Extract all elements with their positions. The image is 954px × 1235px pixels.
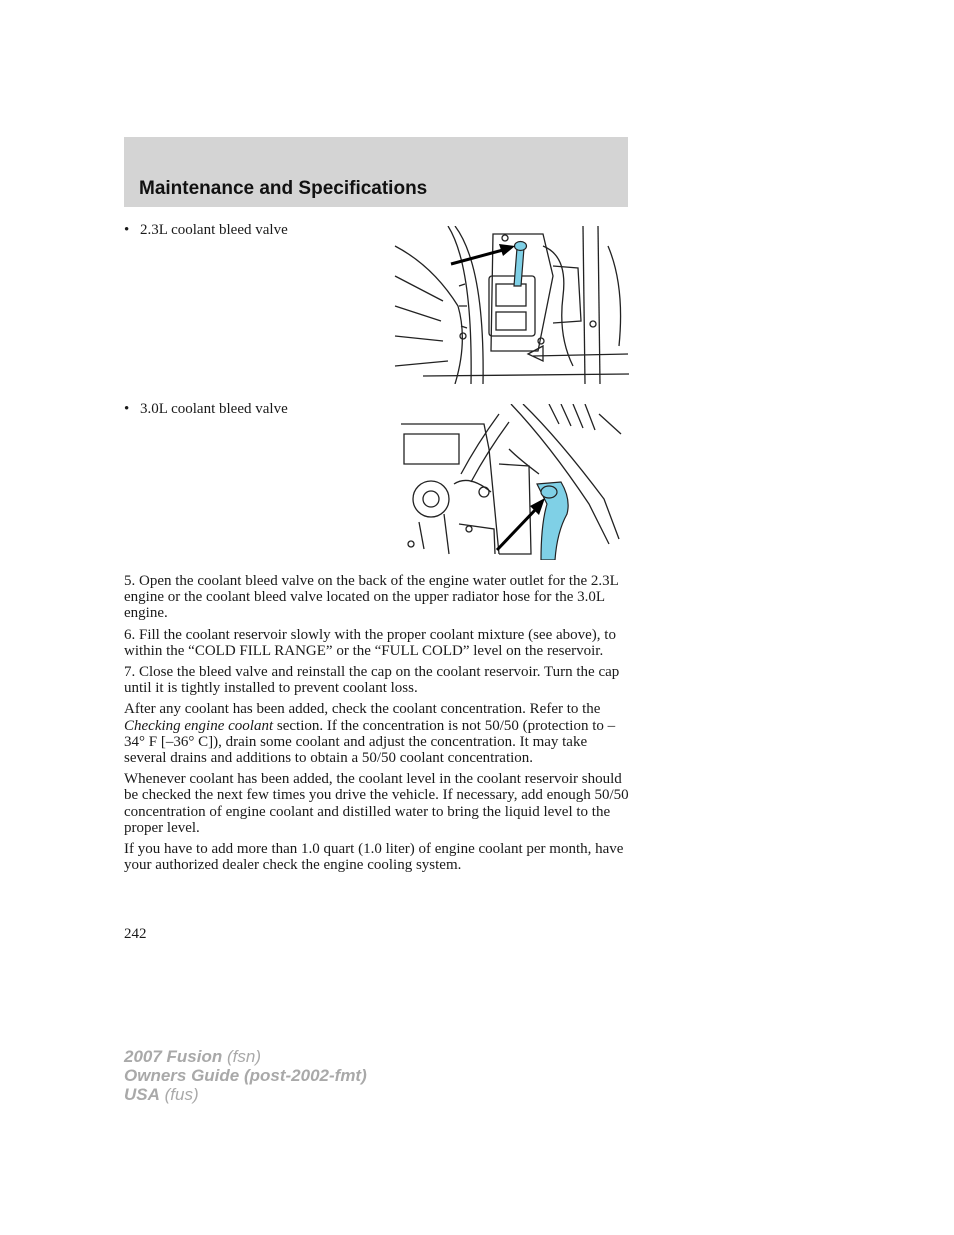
bullet-marker: • <box>124 222 130 238</box>
dealer-check-paragraph: If you have to add more than 1.0 quart (1.0 liter) of engine coolant per month, have your authorized dealer check the engine cooling system. <box>124 841 624 874</box>
text-run: section. If the concentration is not 50/50 (protection to –34° F [–36° C]), drain some coolant and adjust the concentration. It may take several drains and additions to obtain a 50/50 coolant concentration. <box>124 717 616 767</box>
coolant-level-paragraph: Whenever coolant has been added, the coolant level in the coolant reservoir should be checked the next few times you drive the vehicle. If necessary, add enough 50/50 concentration of engine coolant and distilled water to bring the liquid level to the proper level. <box>124 771 629 836</box>
engine-drawing-3-0l <box>399 404 623 560</box>
engine-drawing-2-3l <box>393 226 630 384</box>
section-title: Maintenance and Specifications <box>139 178 428 199</box>
footer-bold: Owners Guide (post-2002-fmt) <box>124 1066 367 1085</box>
footer-bold: 2007 Fusion <box>124 1047 223 1066</box>
footer-line-region <box>124 1085 367 1104</box>
step-5-paragraph: 5. Open the coolant bleed valve on the back of the engine water outlet for the 2.3L engine or the coolant bleed valve located on the upper radiator hose for the 3.0L engine. <box>124 573 619 622</box>
instructions-body <box>124 573 630 878</box>
section-header-band <box>124 137 628 207</box>
concentration-paragraph <box>124 701 630 766</box>
footer-line-model <box>124 1047 367 1066</box>
caption-text: 3.0L coolant bleed valve <box>140 401 288 417</box>
footer-light: (fsn) <box>222 1047 261 1066</box>
step-6-paragraph: 6. Fill the coolant reservoir slowly with the proper coolant mixture (see above), to within the “COLD FILL RANGE” or the “FULL COLD” level on the reservoir. <box>124 626 616 659</box>
engine-illustration-3-0l <box>399 404 623 560</box>
page-number: 242 <box>124 926 147 942</box>
text-run: After any coolant has been added, check the coolant concentration. Refer to the <box>124 701 601 718</box>
footer-line-guide <box>124 1066 367 1085</box>
figure-caption-2-3l <box>124 222 288 238</box>
step-7-paragraph: 7. Close the bleed valve and reinstall the cap on the coolant reservoir. Turn the cap until it is tightly installed to prevent coolant loss. <box>124 664 620 697</box>
section-reference: Checking engine coolant <box>124 717 274 734</box>
footer-light: (fus) <box>159 1085 199 1104</box>
figure-caption-3-0l <box>124 401 288 417</box>
engine-illustration-2-3l <box>393 226 630 384</box>
document-footer <box>124 1047 367 1104</box>
bullet-marker: • <box>124 401 130 417</box>
footer-bold: USA <box>124 1085 160 1104</box>
caption-text: 2.3L coolant bleed valve <box>140 222 288 238</box>
